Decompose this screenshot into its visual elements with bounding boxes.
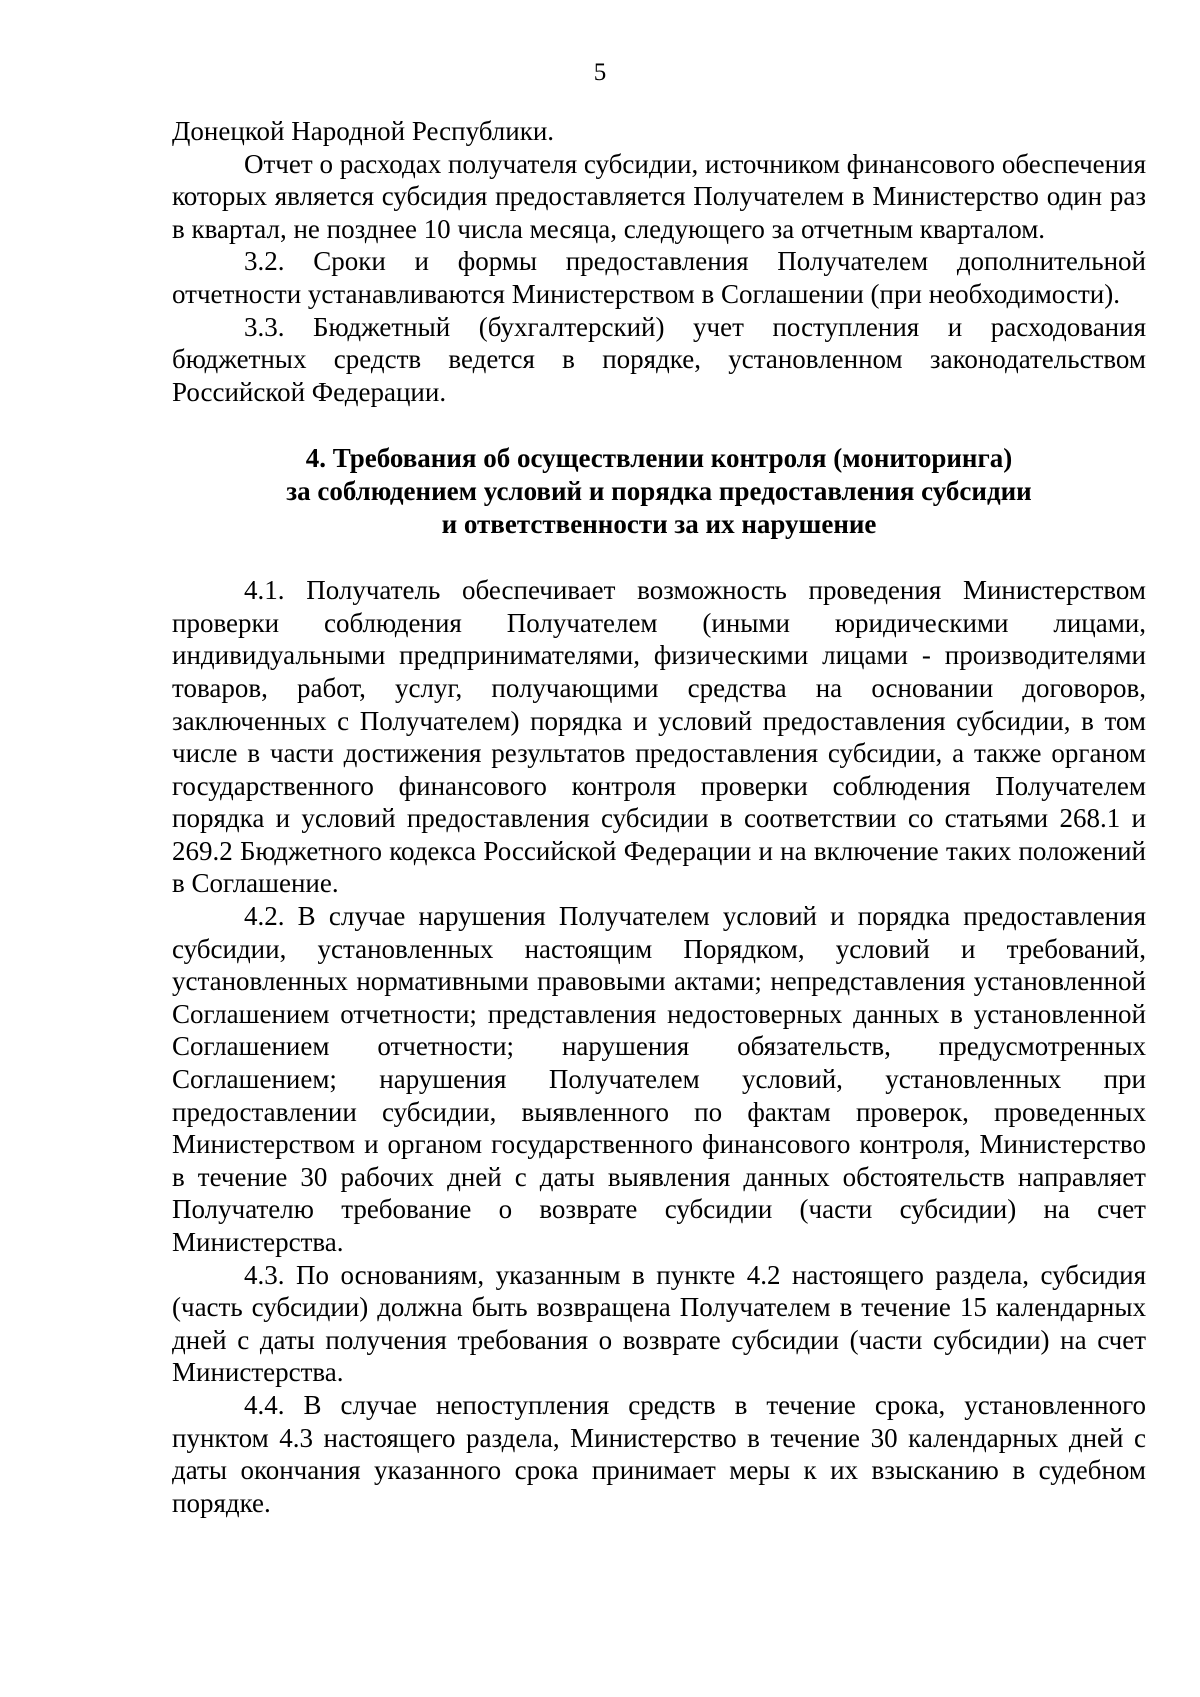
section-3-continuation	[172, 115, 1146, 408]
paragraph-4-4: 4.4. В случае непоступления средств в течение срока, установленного пунктом 4.3 настоящего раздела, Министерство в течение 30 календарных дней с даты окончания указанного срока принимает меры к их взысканию в судебном порядке.	[172, 1389, 1146, 1518]
document-body	[172, 115, 1146, 1519]
section-4-heading	[172, 442, 1146, 540]
paragraph-4-2: 4.2. В случае нарушения Получателем условий и порядка предоставления субсидии, установленных настоящим Порядком, условий и требований, установленных нормативными правовыми актами; непредставления установленной Соглашением отчетности; представления недостоверных данных в установленной Соглашением отчетности; нарушения обязательств, предусмотренных Соглашением; нарушения Получателем условий, установленных при предоставлении субсидии, выявленного по фактам проверок, проведенных Министерством и органом государственного финансового контроля, Министерство в течение 30 рабочих дней с даты выявления данных обстоятельств направляет Получателю требование о возврате субсидии (части субсидии) на счет Министерства.	[172, 901, 1146, 1257]
paragraph-4-1: 4.1. Получатель обеспечивает возможность проведения Министерством проверки соблюдения Получателем (иными юридическими лицами, индивидуальными предпринимателями, физическими лицами - производителями товаров, работ, услуг, получающими средства на основании договоров, заключенных с Получателем) порядка и условий предоставления субсидии, в том числе в части достижения результатов предоставления субсидии, а также органом государственного финансового контроля проверки соблюдения Получателем порядка и условий предоставления субсидии в соответствии со статьями 268.1 и 269.2 Бюджетного кодекса Российской Федерации и на включение таких положений в Соглашение.	[172, 575, 1146, 899]
paragraph: Донецкой Народной Республики.	[172, 116, 555, 146]
heading-line: 4. Требования об осуществлении контроля (мониторинга)	[305, 443, 1013, 474]
paragraph-4-3: 4.3. По основаниям, указанным в пункте 4.2 настоящего раздела, субсидия (часть субсидии) должна быть возвращена Получателем в течение 15 календарных дней с даты получения требования о возврате субсидии (части субсидии) на счет Министерства.	[172, 1259, 1146, 1388]
paragraph-3-2: 3.2. Сроки и формы предоставления Получателем дополнительной отчетности устанавливаются Министерством в Соглашении (при необходимости).	[172, 246, 1146, 309]
paragraph: Отчет о расходах получателя субсидии, источником финансового обеспечения которых является субсидия предоставляется Получателем в Министерство один раз в квартал, не позднее 10 числа месяца, следующего за отчетным кварталом.	[172, 148, 1146, 244]
section-4-body	[172, 574, 1146, 1519]
paragraph-3-3: 3.3. Бюджетный (бухгалтерский) учет поступления и расходования бюджетных средств ведется в порядке, установленном законодательством Российской Федерации.	[172, 311, 1146, 407]
heading-line: за соблюдением условий и порядка предоставления субсидии	[286, 475, 1032, 506]
page-number: 5	[593, 59, 607, 86]
heading-line: и ответственности за их нарушение	[441, 508, 877, 539]
